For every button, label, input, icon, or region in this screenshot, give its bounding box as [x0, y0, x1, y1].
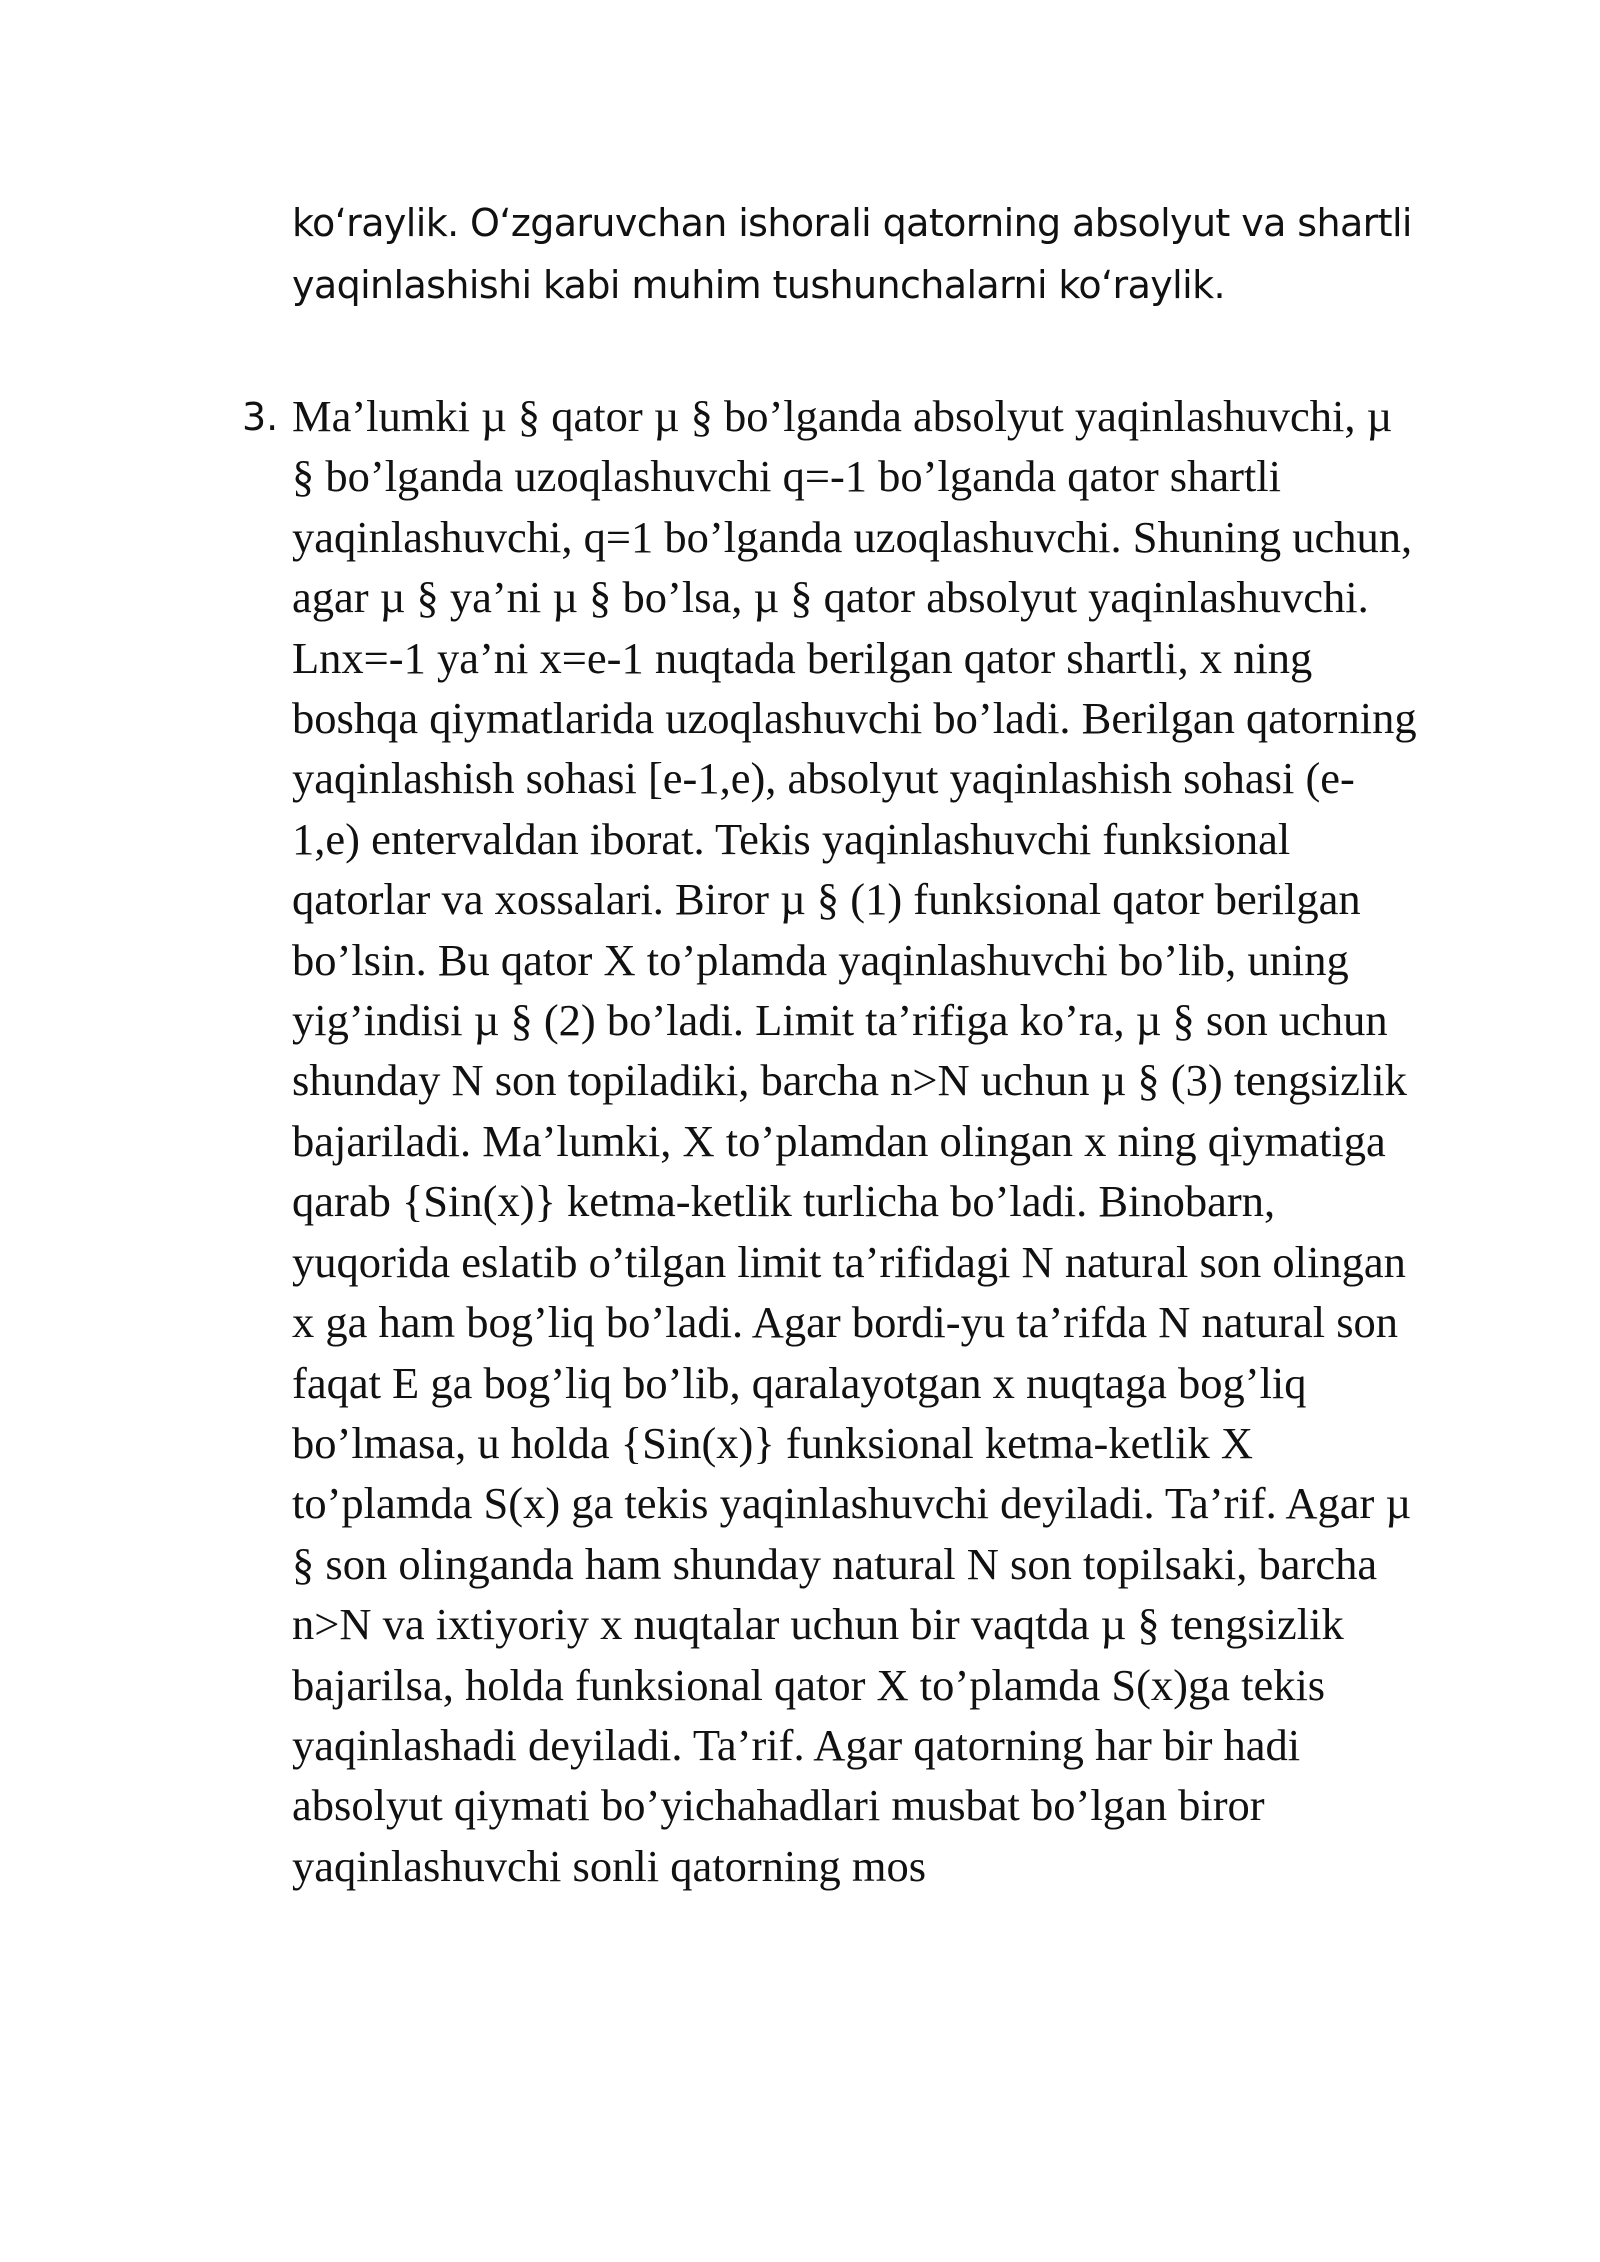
continued-paragraph: koʻraylik. Oʻzgaruvchan ishorali qatorning absolyut va shartli yaqinlashishi kabi muhim tushunchalarni koʻraylik.: [292, 201, 1412, 307]
list-item-number: 3.: [242, 395, 279, 439]
list-item-text: Ma’lumki µ § qator µ § bo’lganda absolyut yaqinlashuvchi, µ § bo’lganda uzoqlashuvchi q=-1 bo’lganda qator shartli yaqinlashuvchi, q=1 bo’lganda uzoqlashuvchi. Shuning uchun, agar µ § ya’ni µ § bo’lsa, µ § qator absolyut yaqinlashuvchi. Lnx=-1 ya’ni x=e-1 nuqtada berilgan qator shartli, x ning boshqa qiymatlarida uzoqlashuvchi bo’ladi. Berilgan qatorning yaqinlashish sohasi [e-1,e), absolyut yaqinlashish sohasi (e-1,e) entervaldan iborat. Tekis yaqinlashuvchi funksional qatorlar va xossalari. Biror µ § (1) funksional qator berilgan bo’lsin. Bu qator X to’plamda yaqinlashuvchi bo’lib, uning yig’indisi µ § (2) bo’ladi. Limit ta’rifiga ko’ra, µ § son uchun shunday N son topiladiki, barcha n>N uchun µ § (3) tengsizlik bajariladi. Ma’lumki, X to’plamdan olingan x ning qiymatiga qarab {Sin(x)} ketma-ketlik turlicha bo’ladi. Binobarn, yuqorida eslatib o’tilgan limit ta’rifidagi N natural son olingan x ga ham bog’liq bo’ladi. Agar bordi-yu ta’rifda N natural son faqat E ga bog’liq bo’lib, qaralayotgan x nuqtaga bog’liq bo’lmasa, u holda {Sin(x)} funksional ketma-ketlik X to’plamda S(x) ga tekis yaqinlashuvchi deyiladi. Ta’rif. Agar µ § son olinganda ham shunday natural N son topilsaki, barcha n>N va ixtiyoriy x nuqtalar uchun bir vaqtda µ § tengsizlik bajarilsa, holda funksional qator X to’plamda S(x)ga tekis yaqinlashadi deyiladi. Ta’rif. Agar qatorning har bir hadi absolyut qiymati bo’yichahadlari musbat bo’lgan biror yaqinlashuvchi sonli qatorning mos: [292, 391, 1417, 1891]
